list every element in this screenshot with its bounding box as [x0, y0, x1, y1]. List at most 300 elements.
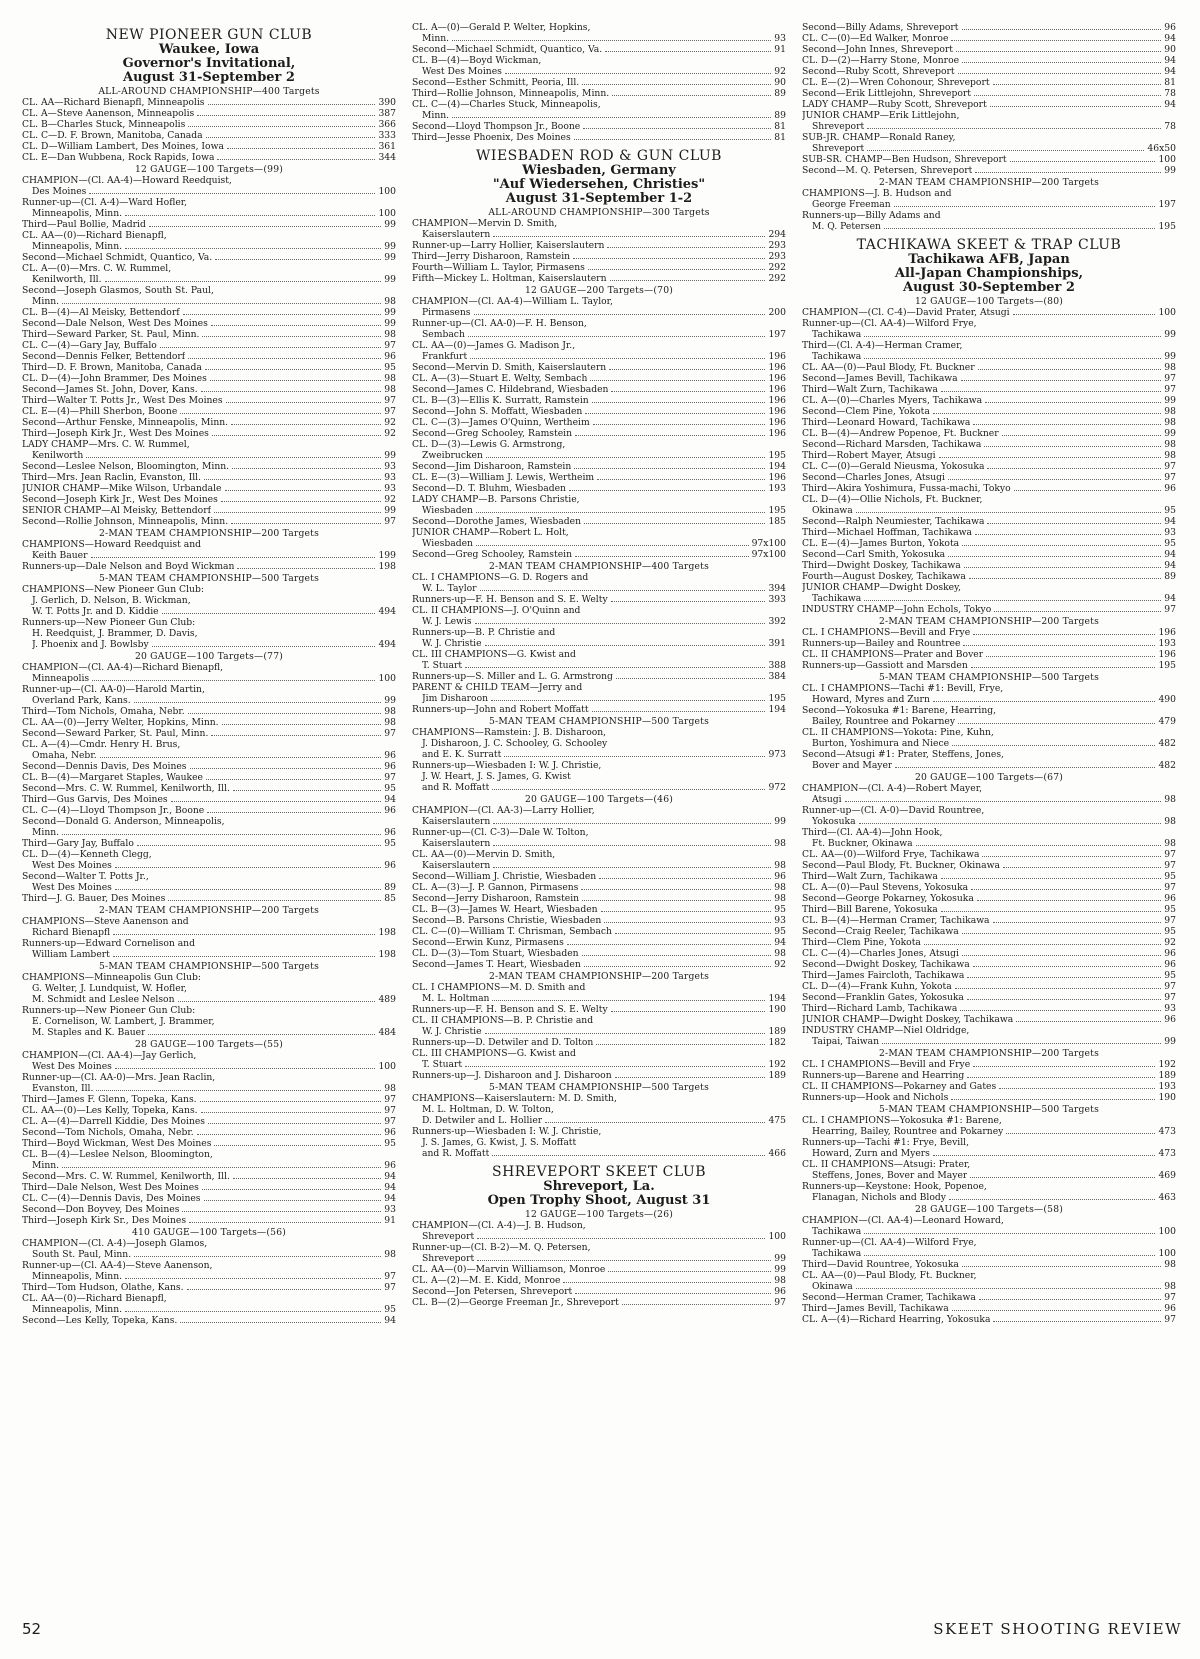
dot-leader [569, 483, 766, 491]
result-entry [802, 1025, 1176, 1047]
entry-text: INDUSTRY CHAMP—Niel Oldridge, [802, 1025, 970, 1036]
entry-score-line [802, 384, 1176, 395]
result-entry [412, 55, 786, 77]
dot-leader [233, 783, 381, 791]
dot-leader [208, 97, 376, 105]
entry-text: H. Reedquist, J. Brammer, D. Davis, [32, 628, 198, 639]
entry-text: Minneapolis [32, 673, 90, 684]
result-entry [22, 617, 396, 650]
entry-score-line [22, 1215, 396, 1226]
entry-score: 97 [384, 1282, 396, 1293]
entry-score-line [802, 66, 1176, 77]
result-entry [412, 1286, 786, 1297]
result-entry [22, 516, 396, 527]
dot-leader [115, 860, 381, 868]
result-entry [802, 827, 1176, 849]
entry-score-line [802, 1014, 1176, 1025]
dot-leader [604, 915, 771, 923]
entry-score: 95 [1164, 538, 1176, 549]
entry-score: 366 [378, 119, 396, 130]
entry-score: 199 [378, 550, 396, 561]
entry-score: 293 [768, 240, 786, 251]
club-subtitle: Tachikawa AFB, Japan [908, 252, 1070, 267]
entry-text: CL. AA—(0)—Paul Blody, Ft. Buckner [802, 362, 975, 373]
dot-leader [958, 66, 1162, 74]
entry-text: Third—Dale Nelson, West Des Moines [22, 1182, 199, 1193]
entry-score-line [412, 110, 786, 121]
dot-leader [188, 351, 381, 359]
event-heading: ALL-AROUND CHAMPIONSHIP—400 Targets [98, 86, 320, 97]
result-entry [802, 527, 1176, 538]
entry-text: Second—John S. Moffatt, Wiesbaden [412, 406, 583, 417]
result-entry [22, 329, 396, 340]
entry-score: 198 [378, 561, 396, 572]
entry-score: 96 [384, 827, 396, 838]
entry-score-line [802, 560, 1176, 571]
entry-score-line [412, 483, 786, 494]
dot-leader [575, 549, 749, 557]
entry-text: LADY CHAMP—Ruby Scott, Shreveport [802, 99, 987, 110]
result-entry [412, 472, 786, 483]
entry-text: Okinawa [812, 1281, 853, 1292]
entry-score: 98 [774, 893, 786, 904]
entry-score: 98 [1164, 450, 1176, 461]
dot-leader [611, 594, 766, 602]
entry-score-line [802, 22, 1176, 33]
entry-score: 91 [774, 44, 786, 55]
result-entry [412, 44, 786, 55]
result-entry [802, 77, 1176, 88]
entry-score-line [802, 1248, 1176, 1259]
entry-score: 98 [384, 717, 396, 728]
entry-score: 94 [384, 1182, 396, 1193]
entry-score: 484 [378, 1027, 396, 1038]
entry-score: 98 [1164, 816, 1176, 827]
entry-score: 490 [1158, 694, 1176, 705]
entry-score-line [412, 121, 786, 132]
entry-text: CL. I CHAMPIONS—M. D. Smith and [412, 982, 586, 993]
result-entry [802, 1292, 1176, 1303]
dot-leader [585, 406, 765, 414]
entry-text: CHAMPIONS—Steve Aanenson and [22, 916, 189, 927]
dot-leader [477, 1231, 765, 1239]
entry-score: 98 [384, 1249, 396, 1260]
entry-text: Third—Robert Mayer, Atsugi [802, 450, 936, 461]
entry-text: CHAMPIONS—Minneapolis Gun Club: [22, 972, 201, 983]
entry-text: Second—James St. John, Dover, Kans. [22, 384, 198, 395]
entry-text: CL. C—(0)—William T. Chrisman, Sembach [412, 926, 612, 937]
entry-score-line [22, 949, 396, 960]
entry-text: CHAMPION—(Cl. AA-3)—Larry Hollier, [412, 805, 595, 816]
entry-text: CL. AA—Richard Bienapfl, Minneapolis [22, 97, 205, 108]
entry-score-line [412, 671, 786, 682]
result-entry [22, 1149, 396, 1171]
entry-score: 81 [774, 121, 786, 132]
entry-score-line [802, 154, 1176, 165]
event-heading: 410 GAUGE—100 Targets—(56) [131, 1227, 287, 1238]
result-entry [802, 1314, 1176, 1325]
entry-score: 195 [1158, 221, 1176, 232]
dot-leader [611, 384, 765, 392]
entry-score-line [22, 351, 396, 362]
result-entry [802, 582, 1176, 604]
entry-text: CL. AA—(0)—Les Kelly, Topeka, Kans. [22, 1105, 198, 1116]
dot-leader [493, 838, 771, 846]
entry-score: 92 [384, 428, 396, 439]
entry-score-line [22, 252, 396, 263]
entry-text: Third—James Faircloth, Tachikawa [802, 970, 965, 981]
entry-text: Second—Jerry Disharoon, Ramstein [412, 893, 580, 904]
entry-score: 972 [768, 782, 786, 793]
dot-leader [491, 693, 765, 701]
entry-score: 99 [384, 307, 396, 318]
entry-score: 96 [384, 1160, 396, 1171]
entry-score: 190 [1158, 1092, 1176, 1103]
result-entry [412, 1297, 786, 1308]
result-entry [802, 428, 1176, 439]
entry-score-line [22, 505, 396, 516]
dot-leader [982, 849, 1161, 857]
club-subtitle: All-Japan Championships, [894, 266, 1084, 281]
entry-score-line [802, 1126, 1176, 1137]
dot-leader [971, 660, 1156, 668]
entry-text: CHAMPIONS—New Pioneer Gun Club: [22, 584, 204, 595]
entry-text: Second—Ralph Neumiester, Tachikawa [802, 516, 985, 527]
result-entry [22, 1193, 396, 1204]
entry-score: 393 [768, 594, 786, 605]
result-entry [22, 1293, 396, 1315]
result-entry [412, 671, 786, 682]
entry-score-line [412, 1004, 786, 1015]
entry-score-line [802, 970, 1176, 981]
entry-text: CHAMPION—(Cl. A-4)—Robert Mayer, [802, 783, 982, 794]
entry-score-line [22, 406, 396, 417]
result-entry [802, 154, 1176, 165]
dot-leader [978, 362, 1162, 370]
entry-score: 482 [1158, 738, 1176, 749]
entry-score-line [802, 627, 1176, 638]
entry-score: 94 [1164, 516, 1176, 527]
result-entry [412, 1275, 786, 1286]
column-3 [802, 22, 1176, 1622]
entry-score-line [802, 549, 1176, 560]
entry-score-line [22, 219, 396, 230]
entry-score-line [802, 838, 1176, 849]
column-1 [22, 22, 396, 1622]
club-name: TACHIKAWA SKEET & TRAP CLUB [856, 237, 1122, 253]
entry-score: 292 [768, 262, 786, 273]
entry-text: CL. D—(3)—Lewis G. Armstrong, [412, 439, 566, 450]
entry-score-line [802, 351, 1176, 362]
entry-text: Runners-up—S. Miller and L. G. Armstrong [412, 671, 613, 682]
entry-score-line [802, 937, 1176, 948]
result-entry [802, 1215, 1176, 1237]
club-name: NEW PIONEER GUN CLUB [105, 27, 313, 43]
entry-text: Steffens, Jones, Bover and Mayer [812, 1170, 968, 1181]
dot-leader [593, 417, 766, 425]
dot-leader [134, 695, 382, 703]
dot-leader [91, 550, 376, 558]
entry-text: Kaiserslautern [422, 838, 491, 849]
entry-score-line [412, 395, 786, 406]
entry-score-line [802, 1170, 1176, 1181]
entry-score: 98 [1164, 417, 1176, 428]
dot-leader [86, 450, 381, 458]
entry-score: 97x100 [751, 549, 786, 560]
entry-score-line [412, 1231, 786, 1242]
entry-score-line [412, 362, 786, 373]
dot-leader [182, 1204, 381, 1212]
entry-text: CL. C—D. F. Brown, Manitoba, Canada [22, 130, 203, 141]
entry-text: Second—Joseph Glasmos, South St. Paul, [22, 285, 214, 296]
entry-score: 99 [384, 505, 396, 516]
entry-score-line [802, 660, 1176, 671]
dot-leader [492, 993, 765, 1001]
dot-leader [188, 706, 382, 714]
entry-score: 94 [1164, 66, 1176, 77]
entry-score: 189 [1158, 1070, 1176, 1081]
entry-score: 294 [768, 229, 786, 240]
result-entry [22, 772, 396, 783]
result-entry [412, 1048, 786, 1070]
dot-leader [452, 110, 771, 118]
dot-leader [89, 186, 375, 194]
dot-leader [895, 760, 1155, 768]
entry-score: 99 [384, 252, 396, 263]
entry-text: Third—Joseph Kirk Jr., West Des Moines [22, 428, 209, 439]
entry-text: CL. AA—(0)—Paul Blody, Ft. Buckner, [802, 1270, 977, 1281]
entry-score-line [802, 959, 1176, 970]
entry-text: Second—Dale Nelson, West Des Moines [22, 318, 208, 329]
entry-score-line [802, 483, 1176, 494]
results-page [22, 22, 1182, 1622]
entry-score: 195 [768, 505, 786, 516]
entry-score-line [412, 882, 786, 893]
entry-score-line [22, 1094, 396, 1105]
dot-leader [493, 816, 771, 824]
result-entry [802, 1270, 1176, 1292]
entry-text: Evanston, Ill. [32, 1083, 94, 1094]
entry-score: 195 [1158, 660, 1176, 671]
entry-text: CL. III CHAMPIONS—G. Kwist and [412, 1048, 576, 1059]
entry-text: Runner-up—(Cl. B-2)—M. Q. Petersen, [412, 1242, 591, 1253]
result-entry [412, 88, 786, 99]
dot-leader [205, 362, 381, 370]
entry-score-line [802, 439, 1176, 450]
entry-score: 93 [774, 33, 786, 44]
entry-text: Runners-up—New Pioneer Gun Club: [22, 1005, 196, 1016]
entry-text: Kaiserslautern [422, 860, 491, 871]
result-entry [22, 838, 396, 849]
entry-score: 91 [384, 1215, 396, 1226]
club-subtitle: Waukee, Iowa [158, 42, 260, 57]
entry-score-line [412, 538, 786, 549]
dot-leader [468, 329, 766, 337]
entry-score-line [802, 461, 1176, 472]
entry-score-line [412, 1115, 786, 1126]
dot-leader [933, 1148, 1156, 1156]
entry-text: CL. AA—(0)—Richard Bienapfl, [22, 1293, 167, 1304]
entry-text: CL. B—(4)—Leslee Nelson, Bloomington, [22, 1149, 213, 1160]
entry-score: 95 [1164, 904, 1176, 915]
entry-score-line [22, 472, 396, 483]
dot-leader [962, 926, 1162, 934]
entry-score-line [412, 505, 786, 516]
dot-leader [1014, 483, 1162, 491]
entry-text: CL. B—(4)—Al Meisky, Bettendorf [22, 307, 180, 318]
result-entry [802, 55, 1176, 66]
entry-score-line [802, 716, 1176, 727]
entry-score: 97 [384, 406, 396, 417]
entry-text: CL. E—(4)—James Burton, Yokota [802, 538, 960, 549]
entry-text: Hearring, Bailey, Rountree and Pokarney [812, 1126, 1004, 1137]
dot-leader [884, 221, 1155, 229]
entry-score: 99 [1164, 1036, 1176, 1047]
entry-score-line [412, 406, 786, 417]
entry-text: Minn. [422, 33, 450, 44]
entry-score-line [412, 749, 786, 760]
entry-text: W. J. Lewis [422, 616, 472, 627]
result-entry [22, 108, 396, 119]
dot-leader [985, 395, 1161, 403]
entry-score-line [22, 186, 396, 197]
dot-leader [601, 904, 772, 912]
entry-text: CL. AA—(0)—James G. Madison Jr., [412, 340, 576, 351]
club-name: WIESBADEN ROD & GUN CLUB [476, 148, 722, 164]
entry-text: CHAMPION—(Cl. AA-4)—Leonard Howard, [802, 1215, 1004, 1226]
entry-score-line [802, 1148, 1176, 1159]
entry-text: Second—Esther Schmitt, Peoria, Ill. [412, 77, 580, 88]
entry-text: CL. II CHAMPIONS—Yokota: Pine, Kuhn, [802, 727, 994, 738]
entry-score-line [412, 594, 786, 605]
entry-score: 197 [1158, 199, 1176, 210]
result-entry [22, 483, 396, 494]
dot-leader [477, 1253, 771, 1261]
result-entry [22, 318, 396, 329]
result-entry [802, 1115, 1176, 1137]
entry-score: 100 [1158, 1226, 1176, 1237]
entry-score-line [412, 262, 786, 273]
result-entry [412, 882, 786, 893]
entry-text: Second—Craig Reeler, Tachikawa [802, 926, 959, 937]
entry-text: Third—Boyd Wickman, West Des Moines [22, 1138, 212, 1149]
result-entry [412, 627, 786, 649]
entry-score: 93 [1164, 527, 1176, 538]
entry-text: Keith Bauer [32, 550, 88, 561]
entry-score: 94 [384, 794, 396, 805]
dot-leader [990, 99, 1162, 107]
entry-text: Shreveport [422, 1253, 475, 1264]
entry-score: 93 [384, 1204, 396, 1215]
entry-text: Third—J. G. Bauer, Des Moines [22, 893, 166, 904]
entry-text: Frankfurt [422, 351, 468, 362]
dot-leader [162, 606, 376, 614]
dot-leader [581, 882, 771, 890]
result-entry [412, 1242, 786, 1264]
dot-leader [452, 33, 771, 41]
entry-score: 89 [774, 88, 786, 99]
dot-leader [125, 1304, 381, 1312]
entry-score: 99 [1164, 428, 1176, 439]
entry-score: 99 [774, 816, 786, 827]
entry-score-line [412, 428, 786, 439]
dot-leader [859, 816, 1162, 824]
entry-score: 97 [1164, 1292, 1176, 1303]
entry-score-line [412, 860, 786, 871]
entry-score-line [802, 1259, 1176, 1270]
entry-text: CHAMPION—(Cl. AA-4)—Howard Reedquist, [22, 175, 232, 186]
entry-score-line [802, 604, 1176, 615]
result-entry [802, 871, 1176, 882]
entry-text: W. T. Potts Jr. and D. Kiddie [32, 606, 159, 617]
result-entry [802, 893, 1176, 904]
entry-text: CL. A—(3)—J. P. Gannon, Pirmasens [412, 882, 579, 893]
club-subtitle: "Auf Wiedersehen, Christies" [492, 177, 706, 192]
dot-leader [206, 130, 376, 138]
entry-score: 78 [1164, 121, 1176, 132]
entry-text: Minn. [32, 827, 60, 838]
entry-score: 98 [384, 384, 396, 395]
entry-score: 494 [378, 639, 396, 650]
dot-leader [115, 882, 381, 890]
result-entry [802, 571, 1176, 582]
dot-leader [856, 505, 1162, 513]
entry-score: 90 [774, 77, 786, 88]
entry-score-line [412, 132, 786, 143]
result-entry [412, 218, 786, 240]
dot-leader [171, 794, 382, 802]
dot-leader [864, 351, 1161, 359]
dot-leader [962, 22, 1162, 30]
result-entry [22, 351, 396, 362]
entry-text: CL. II CHAMPIONS—Prater and Bover [802, 649, 984, 660]
dot-leader [476, 505, 765, 513]
entry-score-line [412, 251, 786, 262]
result-entry [22, 849, 396, 871]
entry-score: 100 [378, 1061, 396, 1072]
entry-score: 196 [768, 362, 786, 373]
entry-text: CL. AA—(0)—Richard Bienapfl, [22, 230, 167, 241]
entry-text: George Freeman [812, 199, 891, 210]
entry-text: CL. A—(0)—Paul Stevens, Yokosuka [802, 882, 969, 893]
entry-score: 344 [378, 152, 396, 163]
entry-score: 96 [1164, 959, 1176, 970]
result-entry [802, 1159, 1176, 1181]
result-entry [412, 251, 786, 262]
entry-score: 98 [384, 296, 396, 307]
entry-score-line [802, 329, 1176, 340]
entry-text: J. W. Heart, J. S. James, G. Kwist [422, 771, 571, 782]
entry-score: 94 [1164, 549, 1176, 560]
entry-text: Okinawa [812, 505, 853, 516]
result-entry [802, 494, 1176, 516]
entry-text: Runners-up—Tachi #1: Frye, Bevill, [802, 1137, 970, 1148]
entry-text: Fifth—Mickey L. Holtman, Kaiserslautern [412, 273, 607, 284]
entry-text: CL. E—(3)—William J. Lewis, Wertheim [412, 472, 595, 483]
entry-text: and R. Moffatt [422, 782, 490, 793]
entry-text: CL. B—(4)—Herman Cramer, Tachikawa [802, 915, 990, 926]
dot-leader [582, 948, 772, 956]
entry-score: 98 [1164, 794, 1176, 805]
entry-text: Fourth—William L. Taylor, Pirmasens [412, 262, 585, 273]
dot-leader [582, 77, 771, 85]
entry-text: CL. C—(4)—Charles Stuck, Minneapolis, [412, 99, 601, 110]
entry-text: Runner-up—(Cl. AA-0)—Mrs. Jean Raclin, [22, 1072, 216, 1083]
entry-score-line [802, 915, 1176, 926]
entry-score-line [22, 1160, 396, 1171]
entry-score: 96 [1164, 1014, 1176, 1025]
result-entry [22, 439, 396, 461]
